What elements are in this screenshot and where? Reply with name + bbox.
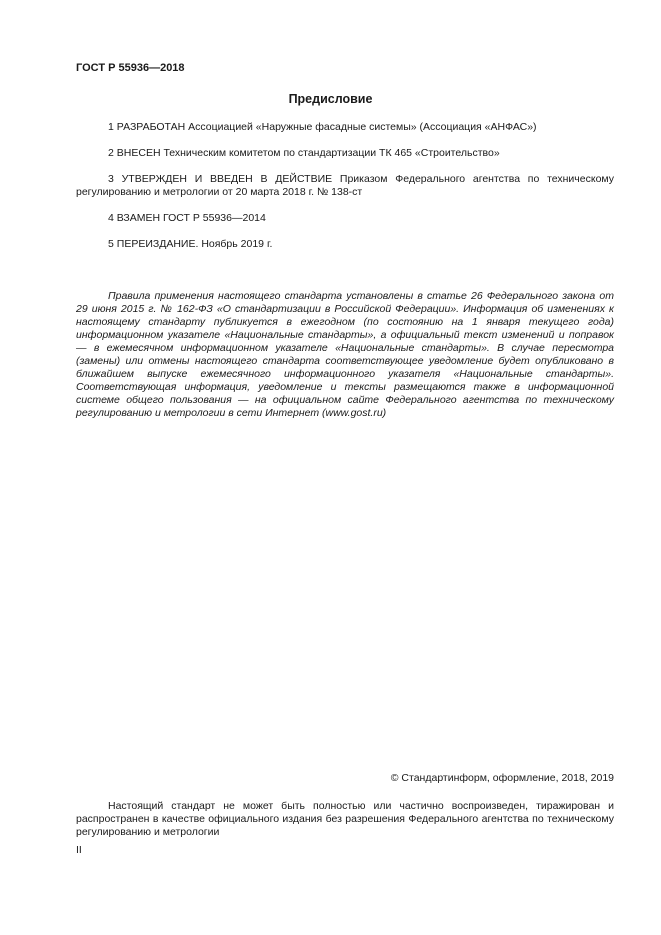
item-heading: УТВЕРЖДЕН И ВВЕДЕН В ДЕЙСТВИЕ [121,173,333,185]
item-number: 3 [108,173,114,185]
document-code: ГОСТ Р 55936—2018 [76,62,185,74]
item-number: 2 [108,147,114,159]
list-item [76,147,614,160]
item-number: 5 [108,238,114,250]
item-number: 4 [108,212,114,224]
item-text: ГОСТ Р 55936—2014 [163,212,266,224]
item-number: 1 [108,121,114,133]
item-heading: ВЗАМЕН [116,212,161,224]
list-item [76,121,614,134]
page-number: II [76,844,82,856]
item-heading: ВНЕСЕН [116,147,161,159]
item-text: Техническим комитетом по стандартизации ТК 465 «Строительство» [163,147,500,159]
list-item [76,238,614,251]
reproduction-warning: Настоящий стандарт не может быть полностью или частично воспроизведен, тиражирован и распространен в качестве официального издания без разрешения Федерального агентства по техническому регулированию и метрологии [76,800,614,838]
item-text: Ноябрь 2019 г. [201,238,273,250]
item-heading: РАЗРАБОТАН [116,121,186,133]
item-heading: ПЕРЕИЗДАНИЕ. [116,238,199,250]
copyright-line: © Стандартинформ, оформление, 2018, 2019 [390,772,614,784]
list-item [76,173,614,199]
list-item [76,212,614,225]
item-text: Приказом Федерального агентства по техническому регулированию и метрологии от 20 марта 2018 г. № 138-ст [76,173,614,198]
usage-notice: Правила применения настоящего стандарта установлены в статье 26 Федерального закона от 29 июня 2015 г. № 162-ФЗ «О стандартизации в Российской Федерации». Информация об изменениях к настоящему стандарту публикуется в ежегодном (по состоянию на 1 января текущего года) информационном указателе «Национальные стандарты», а официальный текст изменений и поправок — в ежемесячном информационном указателе «Национальные стандарты». В случае пересмотра (замены) или отмены настоящего стандарта соответствующее уведомление будет опубликовано в ближайшем выпуске ежемесячного информационного указателя «Национальные стандарты». Соответствующая информация, уведомление и тексты размещаются также в информационной системе общего пользования — на официальном сайте Федерального агентства по техническому регулированию и метрологии в сети Интернет (www.gost.ru) [76,290,614,419]
item-text: Ассоциацией «Наружные фасадные системы» (Ассоциация «АНФАС») [188,121,537,133]
page-title: Предисловие [288,92,373,106]
